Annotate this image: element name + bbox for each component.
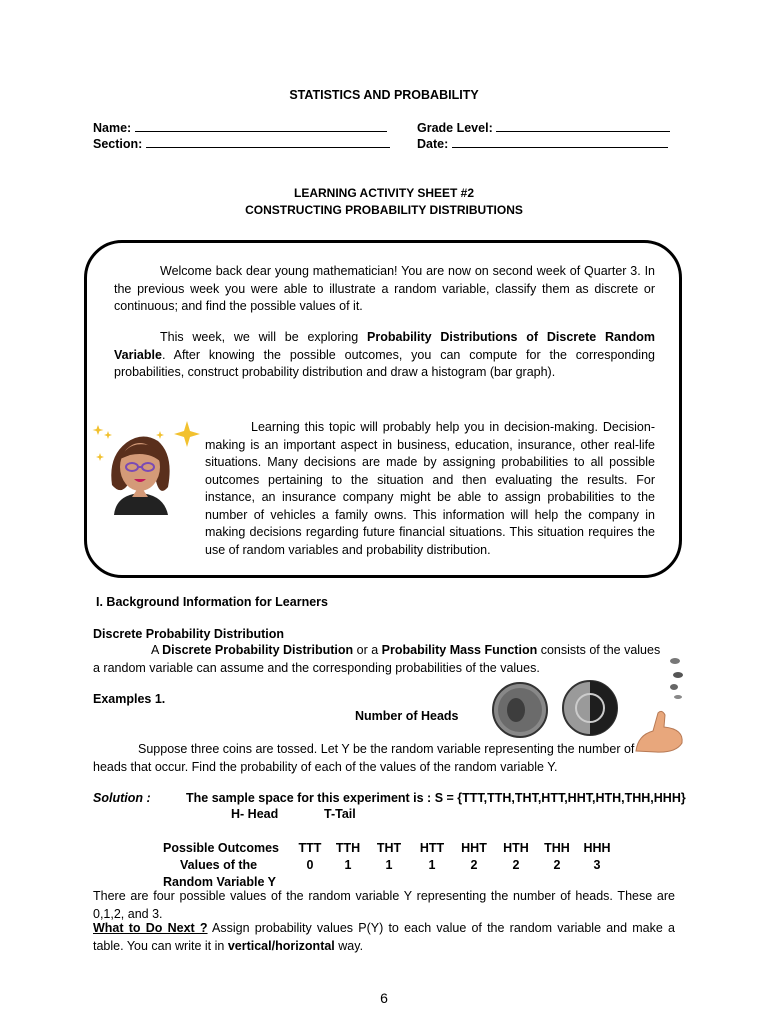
coin-heads-icon xyxy=(493,683,547,737)
section-label: Section: xyxy=(93,137,143,151)
outcome-cell: TTH xyxy=(335,840,361,855)
next-pre: Assign probability values P(Y) to each value of the random variable and make a table. You can write it in xyxy=(93,921,675,953)
def-term-1: Discrete Probability Distribution xyxy=(162,643,354,657)
outcome-cell: HHT xyxy=(461,840,487,855)
def-a: A xyxy=(151,643,163,657)
value-cell: 1 xyxy=(428,857,436,872)
section-field xyxy=(93,136,390,153)
row-label-random-variable: Random Variable Y xyxy=(163,874,277,889)
def-c: or a xyxy=(353,643,382,657)
next-bold: vertical/horizontal xyxy=(227,938,335,953)
outcomes-row xyxy=(163,839,617,856)
date-field xyxy=(417,136,668,153)
sheet-topic: CONSTRUCTING PROBABILITY DISTRIBUTIONS xyxy=(245,203,523,217)
tossing-hand-icon xyxy=(636,658,683,752)
sheet-number: LEARNING ACTIVITY SHEET #2 xyxy=(293,186,475,200)
def-term-2: Probability Mass Function xyxy=(381,643,538,657)
intro-p2-pre: This week, we will be exploring xyxy=(160,330,368,344)
intro-paragraph-2 xyxy=(114,329,655,382)
next-post: way. xyxy=(334,938,364,953)
page-number: 6 xyxy=(380,990,388,1006)
value-cell: 0 xyxy=(306,857,314,872)
head-legend: H- Head xyxy=(231,807,279,821)
solution-label: Solution : xyxy=(93,791,151,805)
grade-field xyxy=(417,120,670,137)
grade-blank[interactable] xyxy=(496,121,670,132)
outcomes-table xyxy=(163,839,617,890)
next-paragraph xyxy=(93,920,675,955)
intro-paragraph-3: Learning this topic will probably help you in decision-making. Decision-making is an important aspect in business, education, insurance, other real-life situations. Many decisions are made by assigning probabilities to all possible outcomes pertaining to the situation and then evaluating the results. For instance, an insurance company might be able to assign probabilities to the number of vehicles a family owns. This information will help the company in making decisions regarding future financial situations. This situation requires the use of random variables and probability distribution. xyxy=(205,420,655,557)
outcome-cell: HTH xyxy=(503,840,529,855)
avatar-illustration xyxy=(90,415,200,525)
values-row xyxy=(163,856,617,873)
sample-space: The sample space for this experiment is : S = {TTT,TTH,THT,HTT,HHT,HTH,THH,HHH} xyxy=(186,791,686,805)
page-title: STATISTICS AND PROBABILITY xyxy=(289,88,479,102)
value-cell: 2 xyxy=(470,857,478,872)
coins-illustration xyxy=(488,655,688,755)
name-field xyxy=(93,120,387,137)
grade-label: Grade Level: xyxy=(417,121,493,135)
tail-legend: T-Tail xyxy=(324,807,356,821)
outcome-cell: HTT xyxy=(419,840,445,855)
intro-p2-post: . After knowing the possible outcomes, you can compute for the corresponding probabilities, construct probability distribution and draw a histogram (bar graph). xyxy=(114,347,655,379)
name-label: Name: xyxy=(93,121,132,135)
value-cell: 3 xyxy=(593,857,601,872)
intro-p2-bold: Probability Distributions of Discrete Random Variable xyxy=(114,330,656,362)
row-label-outcomes: Possible Outcomes xyxy=(163,840,280,855)
name-blank[interactable] xyxy=(135,121,387,132)
conclusion-paragraph: There are four possible values of the random variable Y representing the number of heads. These are 0,1,2, and 3. xyxy=(93,889,675,921)
outcome-cell: THH xyxy=(544,840,570,855)
date-blank[interactable] xyxy=(452,137,668,148)
example-problem: Suppose three coins are tossed. Let Y be the random variable representing the number of heads that occur. Find the probability of each of the values of the random variable Y. xyxy=(93,742,635,774)
value-cell: 2 xyxy=(553,857,561,872)
coin-tails-icon xyxy=(563,681,617,735)
outcome-cell: THT xyxy=(376,840,402,855)
outcome-cell: TTT xyxy=(298,840,322,855)
section-blank[interactable] xyxy=(146,137,390,148)
date-label: Date: xyxy=(417,137,449,151)
row-label-values: Values of the xyxy=(180,857,258,872)
example-title: Number of Heads xyxy=(355,709,459,723)
outcome-cell: HHH xyxy=(583,840,611,855)
next-label: What to Do Next ? xyxy=(93,921,208,935)
section-heading: I. Background Information for Learners xyxy=(96,595,328,609)
intro-paragraph-1: Welcome back dear young mathematician! You are now on second week of Quarter 3. In the previous week you were able to illustrate a random variable, classify them as discrete or continuous; and find the possible values of it. xyxy=(114,264,655,313)
example-label: Examples 1. xyxy=(93,692,166,706)
value-cell: 1 xyxy=(385,857,393,872)
value-cell: 1 xyxy=(344,857,352,872)
subheading: Discrete Probability Distribution xyxy=(93,627,285,641)
value-cell: 2 xyxy=(512,857,520,872)
def-d: consists of the values a random variable can assume and the corresponding probabilities of the values. xyxy=(93,643,661,675)
